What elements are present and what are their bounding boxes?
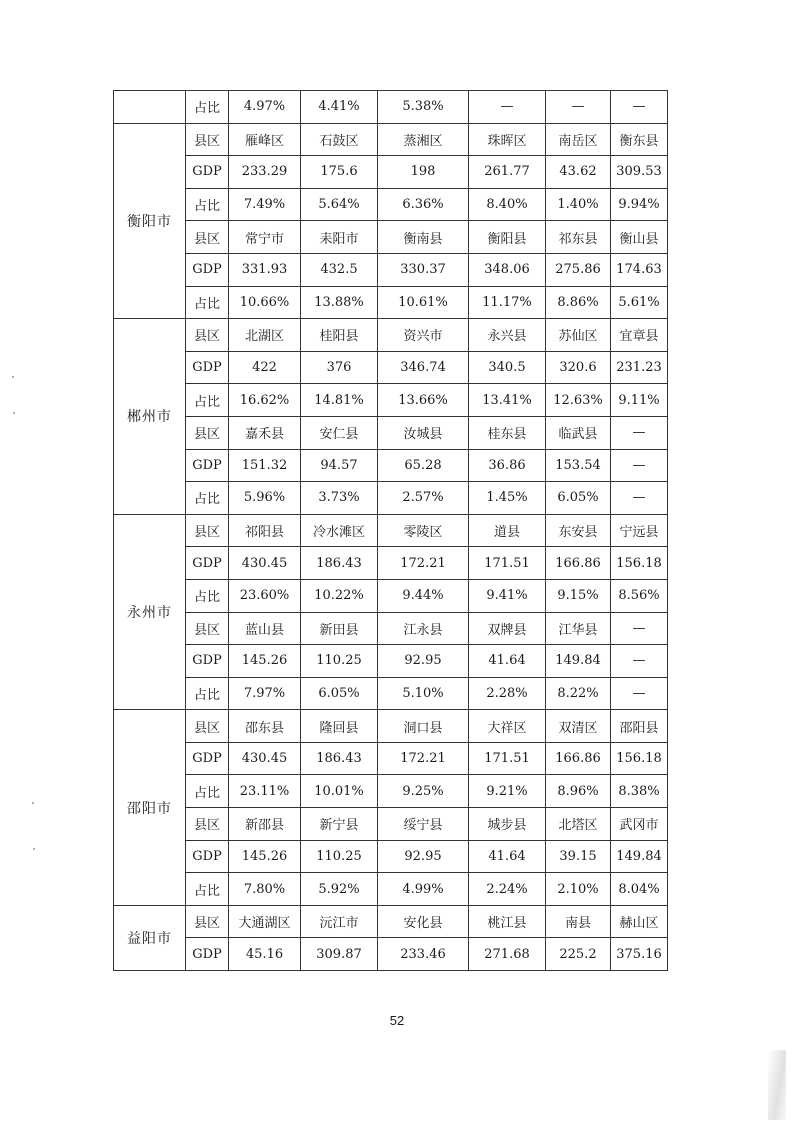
row-label-cell: 占比 [186,775,229,808]
data-cell: 430.45 [229,742,301,775]
row-label-cell: 占比 [186,873,229,906]
data-cell: 石鼓区 [301,123,378,156]
data-cell: 绥宁县 [378,808,469,841]
row-label-cell: GDP [186,645,229,678]
data-cell: 城步县 [469,808,546,841]
scan-speck [32,802,34,804]
data-cell: 233.46 [378,938,469,971]
data-cell: 5.64% [301,188,378,221]
data-cell: 7.80% [229,873,301,906]
data-cell: 宜章县 [611,319,668,352]
row-label-cell: 县区 [186,905,229,938]
data-cell: 耒阳市 [301,221,378,254]
data-cell: 9.15% [546,579,611,612]
data-cell: 41.64 [469,840,546,873]
data-cell: 苏仙区 [546,319,611,352]
data-cell: 宁远县 [611,514,668,547]
table-row [114,677,668,710]
data-cell: 常宁市 [229,221,301,254]
table-row [114,188,668,221]
row-label-cell: 县区 [186,319,229,352]
data-cell: 153.54 [546,449,611,482]
data-cell: 珠晖区 [469,123,546,156]
data-cell: 13.88% [301,286,378,319]
row-label-cell: 占比 [186,482,229,515]
data-cell: 10.66% [229,286,301,319]
data-cell: 94.57 [301,449,378,482]
data-cell: 166.86 [546,742,611,775]
data-cell: 23.60% [229,579,301,612]
table-row [114,351,668,384]
data-cell: 13.66% [378,384,469,417]
data-cell: 375.16 [611,938,668,971]
data-cell: 430.45 [229,547,301,580]
table-row [114,710,668,743]
data-cell: 江华县 [546,612,611,645]
data-cell: 65.28 [378,449,469,482]
data-cell: 376 [301,351,378,384]
table-row [114,514,668,547]
table-row [114,156,668,189]
data-cell: 348.06 [469,253,546,286]
data-cell: 149.84 [611,840,668,873]
data-cell: 9.11% [611,384,668,417]
data-cell: 156.18 [611,547,668,580]
table-row [114,286,668,319]
row-label-cell: 占比 [186,91,229,124]
data-cell: 43.62 [546,156,611,189]
data-cell: 231.23 [611,351,668,384]
data-cell: 145.26 [229,840,301,873]
data-cell: 2.57% [378,482,469,515]
data-cell: 9.41% [469,579,546,612]
row-label-cell: GDP [186,253,229,286]
scan-edge-shadow [768,1050,786,1120]
row-label-cell: 占比 [186,384,229,417]
data-cell: 资兴市 [378,319,469,352]
data-cell: 6.36% [378,188,469,221]
data-cell: 10.01% [301,775,378,808]
data-cell: 北塔区 [546,808,611,841]
data-cell: 桃江县 [469,905,546,938]
data-cell: 8.22% [546,677,611,710]
data-cell: 祁阳县 [229,514,301,547]
data-cell: 祁东县 [546,221,611,254]
data-cell: 4.97% [229,91,301,124]
data-cell: 嘉禾县 [229,416,301,449]
data-cell: 江永县 [378,612,469,645]
data-cell: 3.73% [301,482,378,515]
data-cell: 8.96% [546,775,611,808]
table-row [114,319,668,352]
data-cell: 洞口县 [378,710,469,743]
data-cell: 172.21 [378,742,469,775]
data-cell: 武冈市 [611,808,668,841]
data-cell: 10.61% [378,286,469,319]
data-cell: 邵阳县 [611,710,668,743]
table-row [114,742,668,775]
data-cell: 大通湖区 [229,905,301,938]
table-row [114,91,668,124]
data-cell: 175.6 [301,156,378,189]
data-cell: 5.96% [229,482,301,515]
table-row [114,612,668,645]
data-cell: 新宁县 [301,808,378,841]
data-cell: 蓝山县 [229,612,301,645]
data-cell: 8.38% [611,775,668,808]
data-cell: 11.17% [469,286,546,319]
data-cell: 北湖区 [229,319,301,352]
data-cell: 新邵县 [229,808,301,841]
data-cell: 422 [229,351,301,384]
data-cell: 10.22% [301,579,378,612]
data-cell: 临武县 [546,416,611,449]
data-cell: 166.86 [546,547,611,580]
data-cell: 双清区 [546,710,611,743]
data-cell: 道县 [469,514,546,547]
county-gdp-table [113,90,668,971]
data-cell: 8.04% [611,873,668,906]
row-label-cell: 县区 [186,808,229,841]
data-cell: 汝城县 [378,416,469,449]
city-cell: 衡阳市 [114,123,186,319]
data-cell: 南岳区 [546,123,611,156]
data-cell: 271.68 [469,938,546,971]
data-cell: — [469,91,546,124]
table-row [114,253,668,286]
row-label-cell: 占比 [186,286,229,319]
data-cell: 5.38% [378,91,469,124]
row-label-cell: 县区 [186,416,229,449]
data-cell: — [611,416,668,449]
data-cell: 衡阳县 [469,221,546,254]
row-label-cell: GDP [186,547,229,580]
data-cell: 14.81% [301,384,378,417]
data-cell: 92.95 [378,840,469,873]
data-cell: — [611,612,668,645]
data-cell: 145.26 [229,645,301,678]
table-row [114,579,668,612]
data-cell: 沅江市 [301,905,378,938]
data-cell: 330.37 [378,253,469,286]
data-cell: 9.44% [378,579,469,612]
row-label-cell: 县区 [186,612,229,645]
data-cell: 隆回县 [301,710,378,743]
data-cell: 340.5 [469,351,546,384]
data-cell: 174.63 [611,253,668,286]
data-cell: 8.86% [546,286,611,319]
data-cell: 9.25% [378,775,469,808]
data-cell: 安仁县 [301,416,378,449]
table-row [114,384,668,417]
data-cell: 5.61% [611,286,668,319]
data-cell: 双牌县 [469,612,546,645]
data-cell: 156.18 [611,742,668,775]
data-cell: 衡东县 [611,123,668,156]
data-cell: 6.05% [546,482,611,515]
data-cell: 309.87 [301,938,378,971]
data-cell: 冷水滩区 [301,514,378,547]
table-row [114,905,668,938]
data-cell: 13.41% [469,384,546,417]
row-label-cell: 占比 [186,188,229,221]
data-cell: 8.40% [469,188,546,221]
table-row [114,808,668,841]
data-cell: 171.51 [469,742,546,775]
table-row [114,775,668,808]
data-cell: 8.56% [611,579,668,612]
city-cell [114,91,186,124]
data-cell: 23.11% [229,775,301,808]
row-label-cell: 县区 [186,221,229,254]
data-cell: 大祥区 [469,710,546,743]
data-cell: 零陵区 [378,514,469,547]
data-cell: 永兴县 [469,319,546,352]
data-cell: 7.97% [229,677,301,710]
data-cell: 171.51 [469,547,546,580]
data-cell: 198 [378,156,469,189]
data-cell: — [611,91,668,124]
scan-speck [33,848,35,850]
scan-speck [12,376,14,378]
city-cell: 永州市 [114,514,186,710]
data-cell: 4.41% [301,91,378,124]
data-cell: 桂阳县 [301,319,378,352]
table-row [114,221,668,254]
data-cell: 南县 [546,905,611,938]
table-row [114,449,668,482]
data-cell: 5.10% [378,677,469,710]
data-cell: 新田县 [301,612,378,645]
city-cell: 益阳市 [114,905,186,970]
data-cell: 12.63% [546,384,611,417]
row-label-cell: GDP [186,156,229,189]
data-cell: 432.5 [301,253,378,286]
data-cell: 320.6 [546,351,611,384]
row-label-cell: 县区 [186,710,229,743]
row-label-cell: GDP [186,351,229,384]
row-label-cell: 县区 [186,123,229,156]
data-cell: 2.10% [546,873,611,906]
data-cell: 邵东县 [229,710,301,743]
data-cell: 1.45% [469,482,546,515]
data-cell: 2.24% [469,873,546,906]
page-number: 52 [389,1013,405,1028]
data-cell: 9.21% [469,775,546,808]
data-cell: 172.21 [378,547,469,580]
data-cell: 蒸湘区 [378,123,469,156]
data-cell: 39.15 [546,840,611,873]
data-cell: 东安县 [546,514,611,547]
row-label-cell: GDP [186,938,229,971]
data-cell: 275.86 [546,253,611,286]
data-cell: 衡南县 [378,221,469,254]
data-cell: 110.25 [301,645,378,678]
data-cell: 1.40% [546,188,611,221]
data-cell: 309.53 [611,156,668,189]
row-label-cell: GDP [186,449,229,482]
data-cell: 41.64 [469,645,546,678]
data-cell: 9.94% [611,188,668,221]
data-cell: — [611,677,668,710]
data-cell: 赫山区 [611,905,668,938]
data-cell: 4.99% [378,873,469,906]
data-cell: 110.25 [301,840,378,873]
data-cell: 6.05% [301,677,378,710]
data-cell: 261.77 [469,156,546,189]
table-row [114,938,668,971]
data-cell: 衡山县 [611,221,668,254]
scan-speck [13,412,15,414]
table-row [114,482,668,515]
row-label-cell: GDP [186,742,229,775]
data-cell: 149.84 [546,645,611,678]
data-cell: 2.28% [469,677,546,710]
data-cell: — [611,645,668,678]
data-cell: 151.32 [229,449,301,482]
data-cell: — [611,449,668,482]
data-cell: 雁峰区 [229,123,301,156]
data-cell: — [611,482,668,515]
data-cell: 331.93 [229,253,301,286]
data-cell: 5.92% [301,873,378,906]
data-cell: 36.86 [469,449,546,482]
row-label-cell: 占比 [186,579,229,612]
table-row [114,873,668,906]
data-cell: 45.16 [229,938,301,971]
data-cell: 16.62% [229,384,301,417]
data-cell: 7.49% [229,188,301,221]
data-cell: 桂东县 [469,416,546,449]
table-row [114,547,668,580]
table-row [114,645,668,678]
data-cell: 346.74 [378,351,469,384]
row-label-cell: 占比 [186,677,229,710]
data-cell: 安化县 [378,905,469,938]
data-cell: 92.95 [378,645,469,678]
data-cell: 186.43 [301,547,378,580]
data-cell: — [546,91,611,124]
row-label-cell: GDP [186,840,229,873]
city-cell: 郴州市 [114,319,186,515]
table-row [114,123,668,156]
row-label-cell: 县区 [186,514,229,547]
table-row [114,840,668,873]
data-cell: 186.43 [301,742,378,775]
city-cell: 邵阳市 [114,710,186,906]
data-cell: 233.29 [229,156,301,189]
table-row [114,416,668,449]
data-cell: 225.2 [546,938,611,971]
